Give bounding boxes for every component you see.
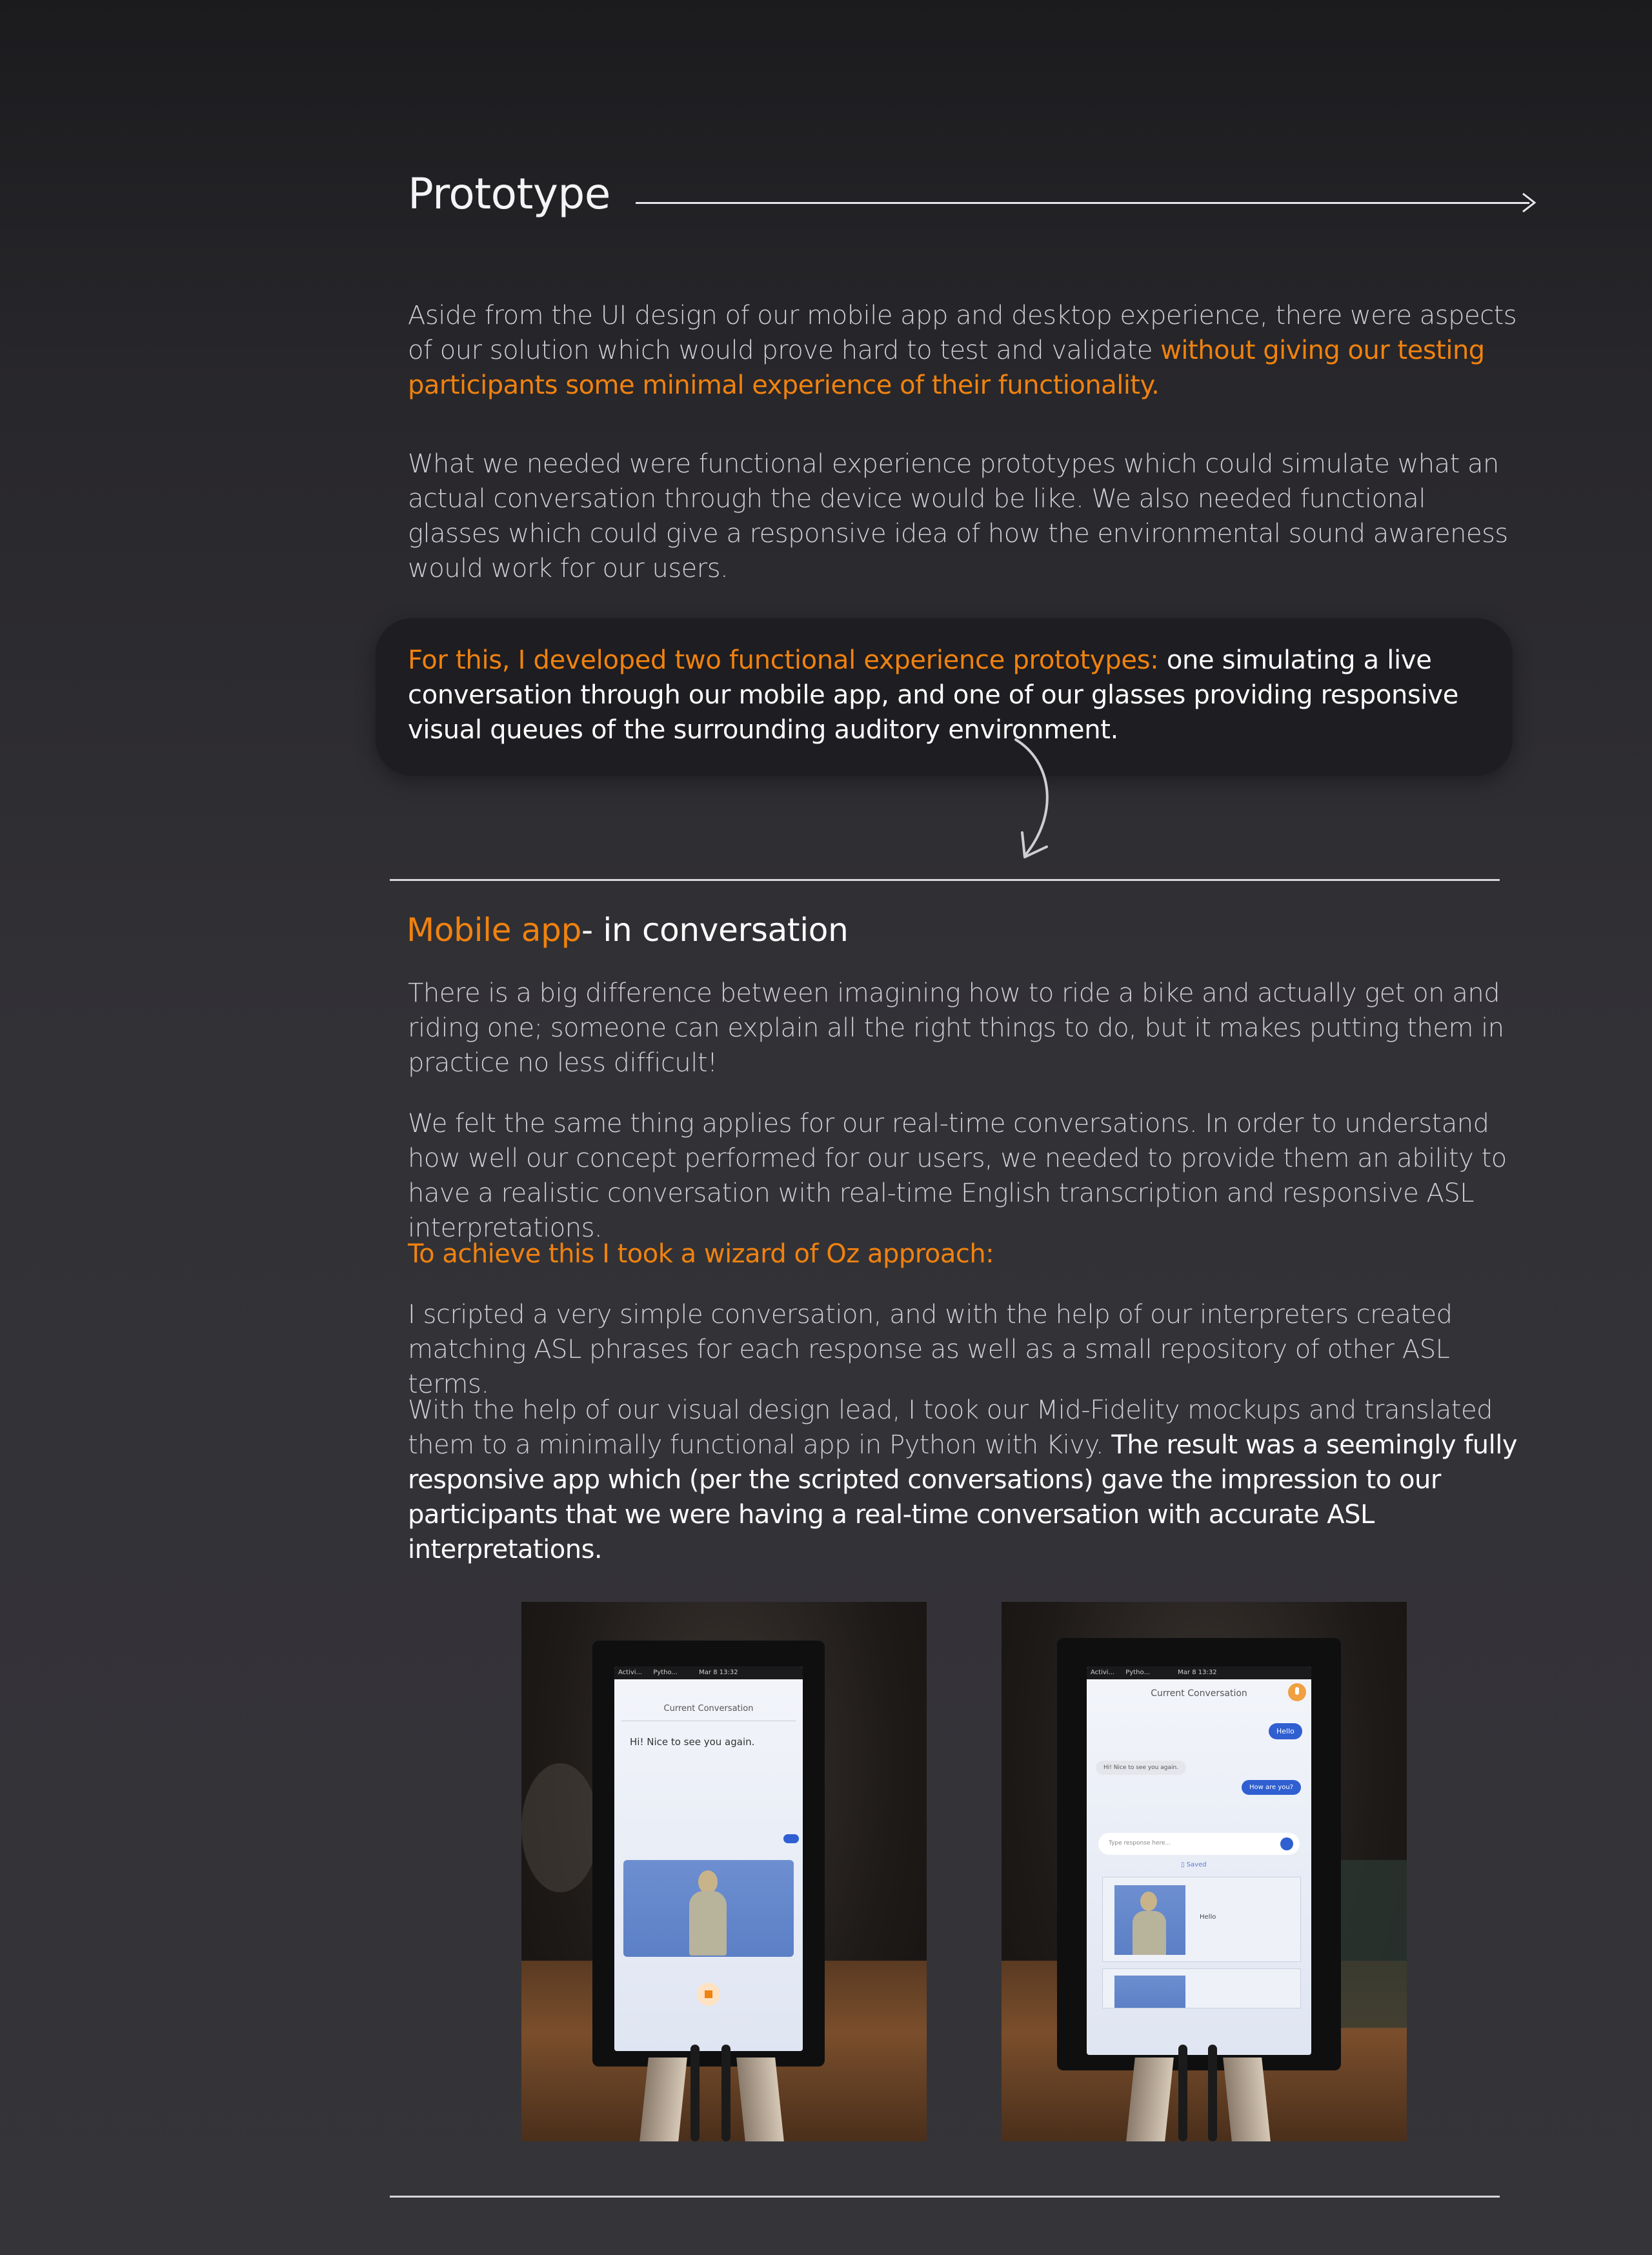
status-app: Pytho... [653,1669,678,1676]
stand-leg-left [1126,2058,1174,2141]
bookmark-icon: ▯ [1181,1861,1187,1868]
cable-right [721,2045,730,2141]
title-divider-line [636,202,1529,204]
mobile-title-highlight: Mobile app [407,911,582,949]
stop-button[interactable] [697,1983,720,2006]
curved-arrow-icon [1007,736,1078,865]
mobile-paragraph-4 [408,1393,1531,1567]
approach-heading: To achieve this I took a wizard of Oz approach: [408,1239,994,1269]
prototype-photo-1 [521,1602,927,2141]
intro-highlight: without giving our testing participants some minimal experience of their functionality. [408,336,1485,400]
stand-and-cables [618,2032,812,2141]
stand-leg-right [1223,2058,1271,2141]
interpreter-head [1140,1892,1157,1911]
status-activities: Activi... [618,1669,643,1676]
stand-and-cables [1111,2032,1305,2141]
interpreter-body [1133,1911,1166,1955]
screen-title: Current Conversation [1151,1688,1247,1699]
sign-card[interactable] [1102,1877,1301,1962]
background-object [521,1763,599,1892]
response-input[interactable] [1098,1833,1300,1855]
intro-paragraph-2: What we needed were functional experience prototypes which could simulate what an actual conversation through the device would be like. We also needed functional glasses which could give a responsive idea of how the environmental sound awareness would work for our users. [408,449,1508,583]
mobile-paragraph-2: We felt the same thing applies for our real-time conversations. In order to understand how well our concept performed for our users, we needed to provide them an ability to have a realistic conversation with real-time English transcription and responsive ASL interpretations. [408,1109,1507,1243]
device-screen [1087,1666,1311,2055]
sent-bubble-2: How are you? [1242,1780,1301,1795]
p4-plain: With the help of our visual design lead, I took our Mid-Fidelity mockups and translated them to a minimally functional app in Python with Kivy. [408,1395,1493,1460]
interpreter-head [698,1870,718,1894]
intro-paragraph-1 [408,298,1524,403]
mobile-title-rest: - in conversation [581,911,849,949]
callout-text [408,643,1498,747]
cable-left [690,2045,700,2141]
p4-bold: The result was a seemingly fully responsive app which (per the scripted conversations) gave the impression to our participants that we were having a real-time conversation with accurate ASL interpretations. [408,1430,1518,1564]
stand-leg-right [736,2058,784,2141]
sent-bubble-1: Hello [1269,1723,1302,1739]
input-placeholder: Type response here... [1109,1840,1171,1846]
received-bubble: Hi! Nice to see you again. [1096,1761,1186,1775]
interpreter-body [689,1891,727,1956]
mobile-section-title [407,910,849,950]
sign-label: Hello [1200,1914,1216,1921]
callout-rest: one simulating a live conversation through our mobile app, and one of our glasses providing responsive visual queues of the surrounding auditory environment. [408,645,1459,745]
mobile-paragraph-1: There is a big difference between imagining how to ride a bike and actually get on and riding one; someone can explain all the right things to do, but it makes putting them in practice no less difficult! [408,978,1504,1078]
status-app: Pytho... [1125,1669,1150,1676]
section-title: Prototype [408,169,610,219]
status-bar [1087,1666,1311,1679]
keyboard-toggle-button[interactable] [783,1834,799,1843]
microphone-button[interactable] [1288,1683,1306,1701]
status-activities: Activi... [1091,1669,1115,1676]
status-bar [614,1666,803,1679]
status-time: Mar 8 13:32 [699,1669,738,1676]
saved-label: Saved [1186,1861,1207,1868]
screen-title: Current Conversation [663,1704,754,1714]
device-screen [614,1666,803,2051]
intro-text: Aside from the UI design of our mobile app and desktop experience, there were aspects of our solution which would prove hard to test and validate [408,301,1517,365]
microphone-icon [1295,1687,1299,1695]
sign-thumbnail [1114,1976,1185,2008]
section-divider [390,879,1500,881]
mobile-paragraph-3: I scripted a very simple conversation, and with the help of our interpreters created matching ASL phrases for each response as well as a small repository of other ASL terms. [408,1300,1453,1399]
stop-icon [705,1990,712,1998]
asl-video-panel [623,1860,794,1957]
cable-left [1178,2045,1187,2141]
sign-card-2[interactable] [1102,1968,1301,2008]
bottom-divider [390,2196,1500,2198]
status-time: Mar 8 13:32 [1178,1669,1217,1676]
transcript-message: Hi! Nice to see you again. [630,1736,755,1748]
stand-leg-left [640,2058,687,2141]
send-icon[interactable] [1280,1837,1293,1850]
arrow-right-icon [1518,190,1544,216]
sign-thumbnail [1114,1885,1185,1955]
saved-tab[interactable] [1181,1861,1207,1868]
callout-highlight: For this, I developed two functional experience prototypes: [408,645,1159,675]
cable-right [1208,2045,1217,2141]
prototype-photo-2 [1002,1602,1407,2141]
circuit-board [1337,1860,1407,2028]
